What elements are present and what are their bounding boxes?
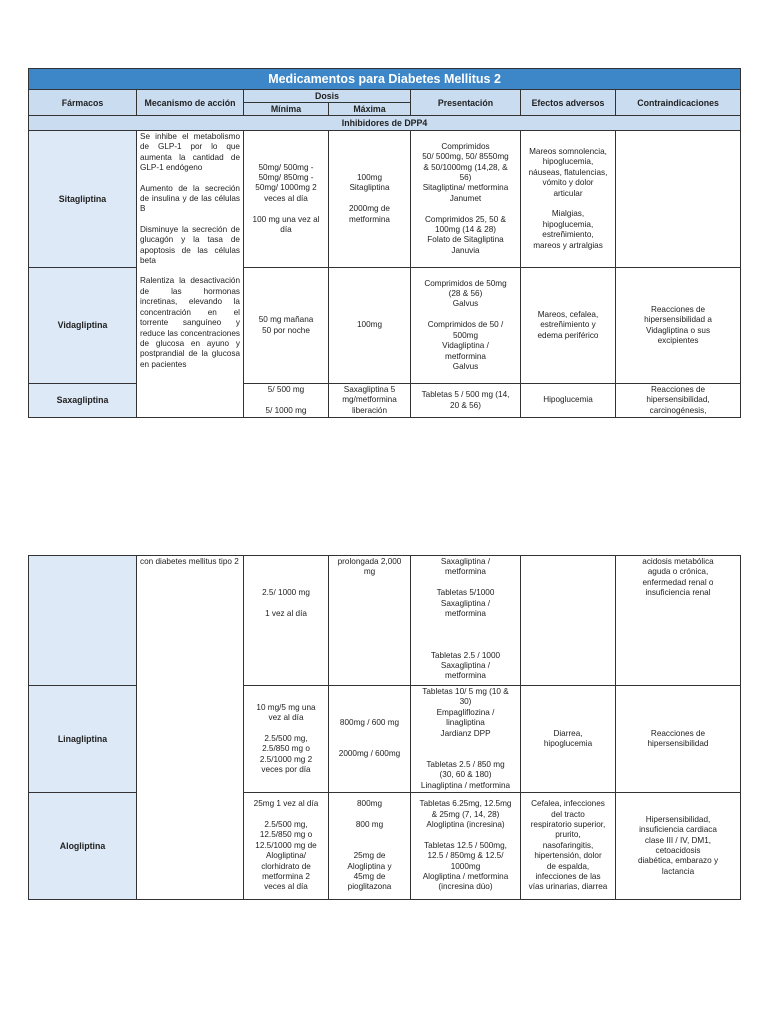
drug-vidagliptina: Vidagliptina <box>29 268 137 384</box>
vidagliptina-presentacion: Comprimidos de 50mg (28 & 56) Galvus Comprimidos de 50 / 500mg Vidagliptina / metformina Galvus <box>411 268 521 384</box>
saxagliptina-efectos-2 <box>521 556 616 686</box>
drug-linagliptina: Linagliptina <box>29 686 137 793</box>
linagliptina-presentacion: Tabletas 10/ 5 mg (10 & 30) Empagliflozina / linagliptina Jardianz DPP Tabletas 2.5 / 850 mg (30, 60 & 180) Linagliptina / metformina <box>411 686 521 793</box>
saxagliptina-presentacion: Tabletas 5 / 500 mg (14, 20 & 56) <box>411 384 521 418</box>
vidagliptina-dosis-maxima: 100mg <box>329 268 411 384</box>
header-efectos: Efectos adversos <box>521 90 616 116</box>
saxagliptina-dosis-maxima-2: prolongada 2,000 mg <box>329 556 411 686</box>
sitagliptina-presentacion: Comprimidos 50/ 500mg, 50/ 8550mg & 50/1000mg (14,28, & 56) Sitagliptina/ metformina Janumet Comprimidos 25, 50 & 100mg (14 & 28) Folato de Sitagliptina Januvia <box>411 131 521 268</box>
linagliptina-contraindicaciones: Reacciones de hipersensibilidad <box>616 686 741 793</box>
mechanism-cell-continued <box>137 556 244 900</box>
saxagliptina-efectos: Hipoglucemia <box>521 384 616 418</box>
category-dpp4: Inhibidores de DPP4 <box>29 116 741 131</box>
header-contraindicaciones: Contraindicaciones <box>616 90 741 116</box>
drug-alogliptina: Alogliptina <box>29 793 137 900</box>
linagliptina-efectos: Diarrea, hipoglucemia <box>521 686 616 793</box>
saxagliptina-contraindicaciones: Reacciones de hipersensibilidad, carcinogénesis, <box>616 384 741 418</box>
header-presentacion: Presentación <box>411 90 521 116</box>
table-title: Medicamentos para Diabetes Mellitus 2 <box>29 69 741 90</box>
saxagliptina-contraindicaciones-2: acidosis metabólica aguda o crónica, enfermedad renal o insuficiencia renal <box>616 556 741 686</box>
mechanism-p2: Aumento de la secreción de insulina y de las células B <box>140 183 240 214</box>
drug-sitagliptina: Sitagliptina <box>29 131 137 268</box>
vidagliptina-contraindicaciones: Reacciones de hipersensibilidad a Vidagliptina o sus excipientes <box>616 268 741 384</box>
alogliptina-efectos: Cefalea, infecciones del tracto respiratorio superior, prurito, nasofaringitis, hipertensión, dolor de espalda, infecciones de las vías urinarias, diarrea <box>521 793 616 900</box>
mechanism-cell <box>137 131 244 418</box>
saxagliptina-presentacion-2: Saxagliptina / metformina Tabletas 5/1000 Saxagliptina / metformina Tabletas 2.5 / 1000 Saxagliptina / metformina <box>411 556 521 686</box>
drug-saxagliptina-continued <box>29 556 137 686</box>
header-maxima: Máxima <box>329 103 411 116</box>
vidagliptina-dosis-minima: 50 mg mañana 50 por noche <box>244 268 329 384</box>
saxagliptina-dosis-maxima: Saxagliptina 5 mg/metformina liberación <box>329 384 411 418</box>
header-farmacos: Fármacos <box>29 90 137 116</box>
mechanism-p3: Disminuye la secreción de glucagón y la tasa de apoptosis de las células beta <box>140 224 240 266</box>
drug-table-page-2 <box>28 555 741 900</box>
linagliptina-dosis-maxima: 800mg / 600 mg 2000mg / 600mg <box>329 686 411 793</box>
sitagliptina-dosis-minima: 50mg/ 500mg - 50mg/ 850mg - 50mg/ 1000mg 2 veces al día 100 mg una vez al día <box>244 131 329 268</box>
header-dosis: Dosis <box>244 90 411 103</box>
header-minima: Mínima <box>244 103 329 116</box>
vidagliptina-efectos: Mareos, cefalea, estreñimiento y edema periférico <box>521 268 616 384</box>
mechanism-p5: con diabetes mellitus tipo 2 <box>140 557 239 566</box>
mechanism-p4: Ralentiza la desactivación de las hormonas incretinas, elevando la concentración en el torrente sanguíneo y reduce las concentraciones de glucosa en ayuno y postprandial de la glucosa en pacientes <box>140 276 240 369</box>
alogliptina-presentacion: Tabletas 6.25mg, 12.5mg & 25mg (7, 14, 28) Alogliptina (incresina) Tabletas 12.5 / 500mg, 12.5 / 850mg & 12.5/ 1000mg Alogliptina / metformina (incresina dúo) <box>411 793 521 900</box>
sitagliptina-efectos: Mareos somnolencia, hipoglucemia, náuseas, flatulencias, vómito y dolor articular Mialgias, hipoglucemia, estreñimiento, mareos y artralgias <box>521 131 616 268</box>
saxagliptina-dosis-minima: 5/ 500 mg 5/ 1000 mg <box>244 384 329 418</box>
alogliptina-contraindicaciones: Hipersensibilidad, insuficiencia cardiaca clase III / IV, DM1, cetoacidosis diabética, embarazo y lactancia <box>616 793 741 900</box>
header-mecanismo: Mecanismo de acción <box>137 90 244 116</box>
alogliptina-dosis-maxima: 800mg 800 mg 25mg de Alogliptina y 45mg de pioglitazona <box>329 793 411 900</box>
drug-table-page-1 <box>28 68 741 418</box>
mechanism-p1: Se inhibe el metabolismo de GLP-1 por lo que aumenta la cantidad de GLP-1 endógeno <box>140 132 240 173</box>
linagliptina-dosis-minima: 10 mg/5 mg una vez al día 2.5/500 mg, 2.5/850 mg o 2.5/1000 mg 2 veces por día <box>244 686 329 793</box>
saxagliptina-dosis-minima-2: 2.5/ 1000 mg 1 vez al día <box>244 556 329 686</box>
alogliptina-dosis-minima: 25mg 1 vez al día 2.5/500 mg, 12.5/850 mg o 12.5/1000 mg de Alogliptina/ clorhidrato de metformina 2 veces al día <box>244 793 329 900</box>
drug-saxagliptina: Saxagliptina <box>29 384 137 418</box>
sitagliptina-dosis-maxima: 100mg Sitagliptina 2000mg de metformina <box>329 131 411 268</box>
sitagliptina-contraindicaciones <box>616 131 741 268</box>
